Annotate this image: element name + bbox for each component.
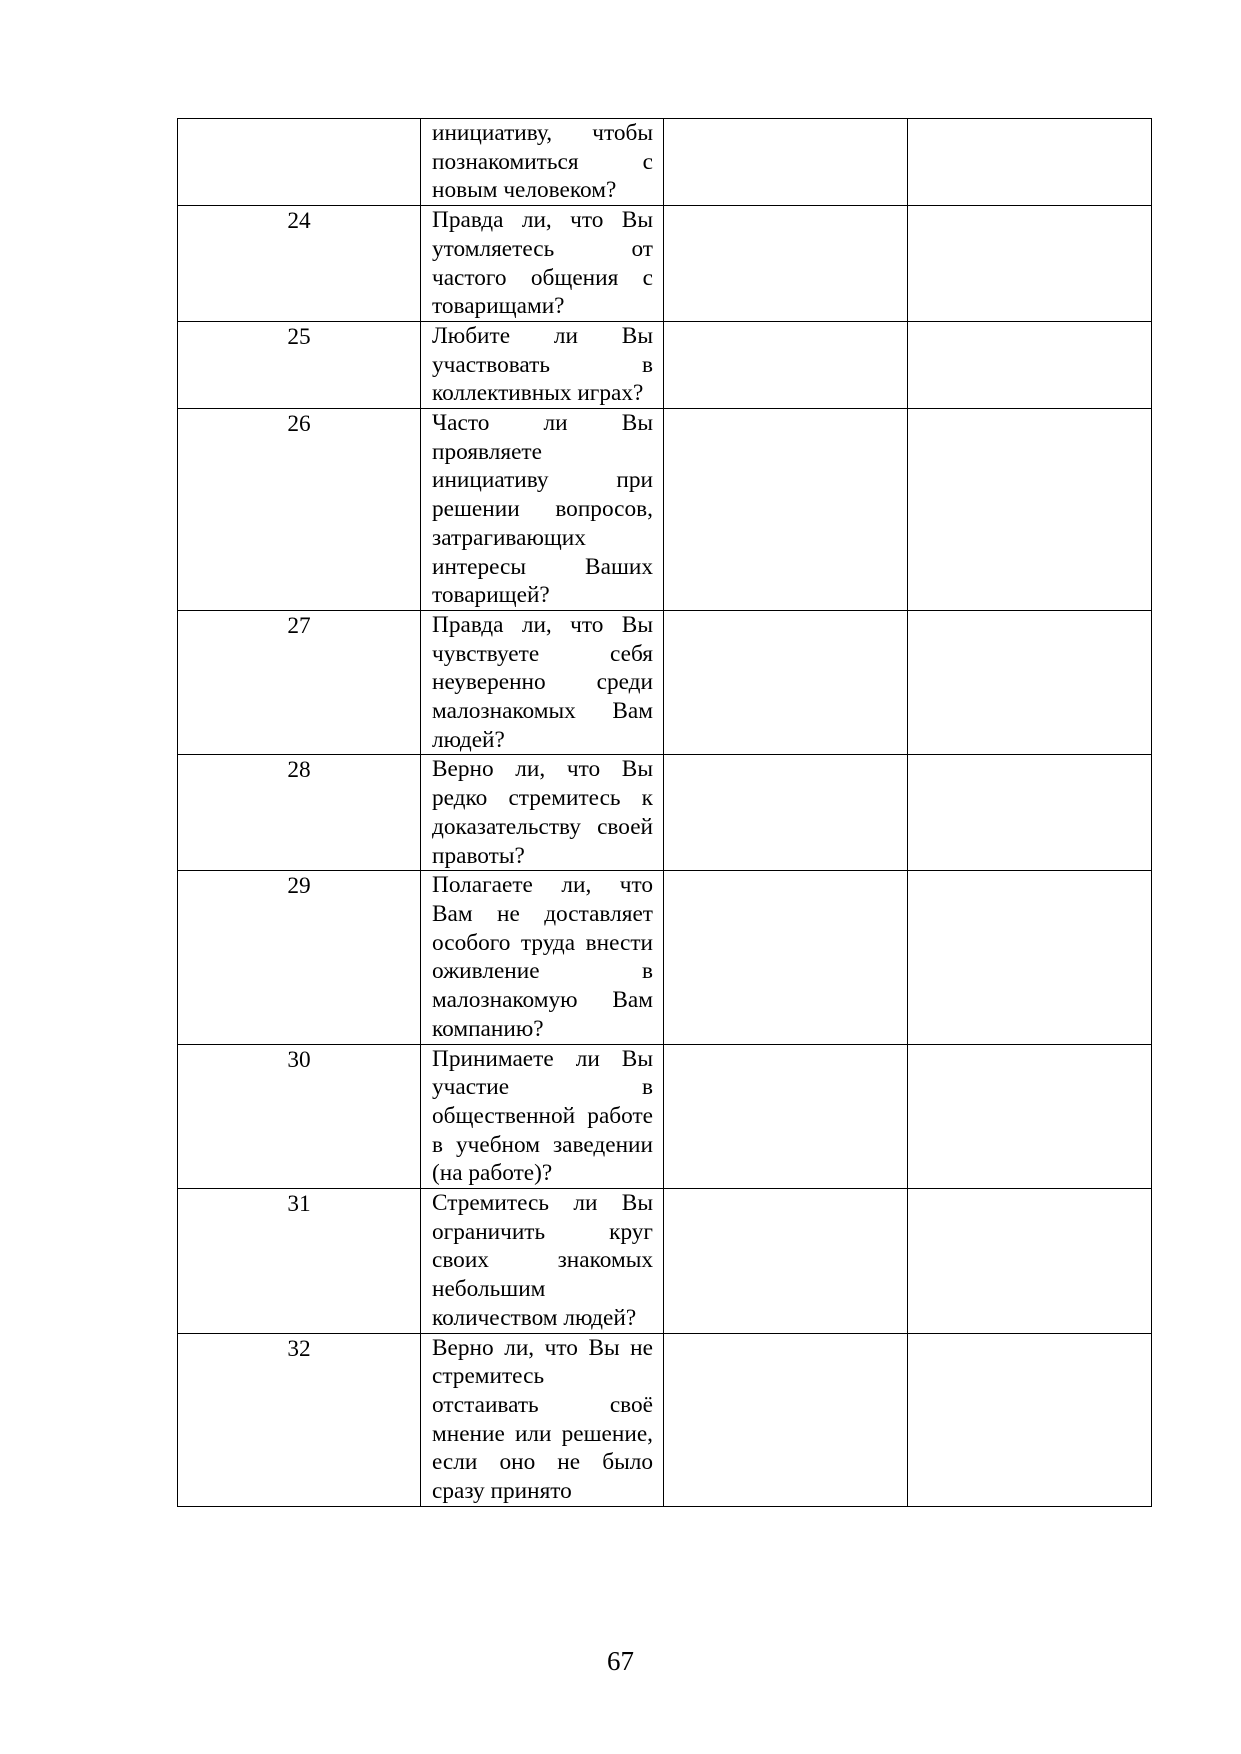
question-number: 31	[287, 1191, 311, 1218]
question-number: 24	[287, 208, 311, 235]
question-text: инициативу, чтобы познакомиться с новым человеком?	[432, 120, 653, 204]
question-number-cell	[178, 610, 421, 755]
table-row	[178, 119, 1152, 206]
answer-cell-yes	[664, 1044, 908, 1189]
answer-cell-no	[908, 206, 1152, 322]
question-text-cell	[421, 321, 664, 408]
question-text-cell	[421, 206, 664, 322]
question-text: Любите ли Вы участвовать в коллективных играх?	[432, 322, 653, 407]
question-number-cell	[178, 755, 421, 871]
answer-cell-yes	[664, 755, 908, 871]
answer-cell-no	[908, 755, 1152, 871]
question-text-cell	[421, 409, 664, 611]
table-row	[178, 1189, 1152, 1334]
table-row	[178, 206, 1152, 322]
answer-cell-yes	[664, 871, 908, 1044]
question-text-cell	[421, 1044, 664, 1189]
answer-cell-no	[908, 1189, 1152, 1334]
question-text-cell	[421, 1189, 664, 1334]
question-text: Верно ли, что Вы не стремитесь отстаивать своё мнение или решение, если оно не было сразу принято	[432, 1334, 653, 1505]
question-number-cell	[178, 1333, 421, 1506]
question-number-cell	[178, 871, 421, 1044]
answer-cell-no	[908, 1333, 1152, 1506]
question-text: Верно ли, что Вы редко стремитесь к доказательству своей правоты?	[432, 756, 653, 869]
question-number-cell	[178, 119, 421, 206]
question-text: Часто ли Вы проявляете инициативу при решении вопросов, затрагивающих интересы Ваших товарищей?	[432, 410, 653, 609]
answer-cell-no	[908, 409, 1152, 611]
question-text: Правда ли, что Вы утомляетесь от частого общения с товарищами?	[432, 207, 653, 320]
answer-cell-no	[908, 119, 1152, 206]
question-number: 26	[287, 411, 311, 438]
answer-cell-no	[908, 1044, 1152, 1189]
question-text-cell	[421, 610, 664, 755]
question-number: 28	[287, 757, 311, 784]
question-text: Принимаете ли Вы участие в общественной работе в учебном заведении (на работе)?	[432, 1045, 653, 1187]
question-number: 25	[287, 323, 311, 350]
question-number: 32	[287, 1335, 311, 1362]
table-row	[178, 610, 1152, 755]
answer-cell-yes	[664, 409, 908, 611]
question-number: 30	[287, 1046, 311, 1073]
question-text: Правда ли, что Вы чувствуете себя неуверенно среди малознакомых Вам людей?	[432, 611, 653, 753]
question-number-cell	[178, 1044, 421, 1189]
question-number-cell	[178, 1189, 421, 1334]
table-row	[178, 409, 1152, 611]
answer-cell-yes	[664, 1333, 908, 1506]
question-number	[178, 119, 420, 120]
question-number: 27	[287, 612, 311, 639]
question-text: Полагаете ли, что Вам не доставляет особого труда внести оживление в малознакомую Вам компанию?	[432, 872, 653, 1042]
table-row	[178, 755, 1152, 871]
question-text: Стремитесь ли Вы ограничить круг своих знакомых небольшим количеством людей?	[432, 1190, 653, 1331]
question-text-cell	[421, 755, 664, 871]
questionnaire-table	[177, 118, 1152, 1507]
table-row	[178, 871, 1152, 1044]
answer-cell-no	[908, 610, 1152, 755]
answer-cell-yes	[664, 1189, 908, 1334]
page-number: 67	[607, 1646, 634, 1676]
table-row	[178, 1333, 1152, 1506]
answer-cell-yes	[664, 321, 908, 408]
answer-cell-no	[908, 321, 1152, 408]
answer-cell-no	[908, 871, 1152, 1044]
answer-cell-yes	[664, 206, 908, 322]
question-number-cell	[178, 321, 421, 408]
question-number-cell	[178, 409, 421, 611]
question-text-cell	[421, 871, 664, 1044]
table-row	[178, 1044, 1152, 1189]
answer-cell-yes	[664, 610, 908, 755]
question-number-cell	[178, 206, 421, 322]
question-text-cell	[421, 1333, 664, 1506]
table-row	[178, 321, 1152, 408]
question-text-cell	[421, 119, 664, 206]
question-number: 29	[287, 873, 311, 900]
answer-cell-yes	[664, 119, 908, 206]
